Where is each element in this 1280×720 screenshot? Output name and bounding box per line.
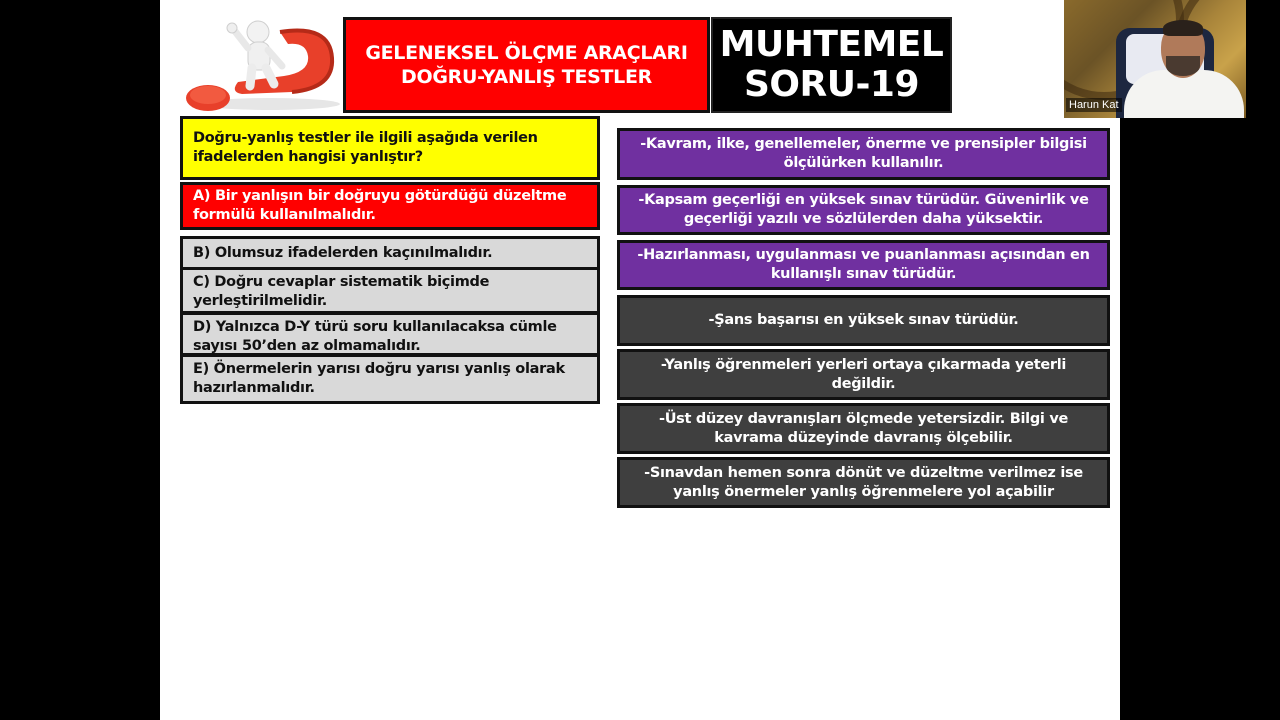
slide-title-box <box>343 17 710 113</box>
option-e-label: E) Önermelerin yarısı doğru yarısı yanlış olarak hazırlanmalıdır. <box>193 361 565 396</box>
statement-item <box>617 457 1110 508</box>
option-d-label: D) Yalnızca D-Y türü soru kullanılacaksa cümle sayısı 50’den az olmamalıdır. <box>193 319 557 354</box>
presentation-slide <box>160 0 1120 720</box>
statement-item <box>617 349 1110 400</box>
statement-item <box>617 128 1110 180</box>
participant-video-thumbnail[interactable] <box>1064 0 1246 118</box>
participant-name: Harun Kat <box>1066 98 1122 112</box>
option-d <box>180 312 600 356</box>
statement-text: -Kapsam geçerliği en yüksek sınav türüdür. Güvenirlik ve geçerliği yazılı ve sözlülerden daha yüksektir. <box>638 192 1089 227</box>
statement-text: -Kavram, ilke, genellemeler, önerme ve prensipler bilgisi ölçülürken kullanılır. <box>640 136 1087 171</box>
option-b <box>180 236 600 270</box>
option-a <box>180 182 600 230</box>
statement-text: -Üst düzey davranışları ölçmede yetersizdir. Bilgi ve kavrama düzeyinde davranış ölçebilir. <box>658 410 1069 446</box>
statement-item <box>617 240 1110 290</box>
option-b-label: B) Olumsuz ifadelerden kaçınılmalıdır. <box>193 244 493 261</box>
person-hair <box>1163 20 1203 36</box>
slide-title-line2: DOĞRU-YANLIŞ TESTLER <box>401 66 652 88</box>
person-on-question-mark-icon <box>180 18 344 114</box>
badge-line2: SORU-19 <box>743 64 920 105</box>
statement-text: -Şans başarısı en yüksek sınav türüdür. <box>708 312 1019 328</box>
statement-text: -Hazırlanması, uygulanması ve puanlanması açısından en kullanışlı sınav türüdür. <box>637 247 1090 282</box>
statement-text: -Yanlış öğrenmeleri yerleri ortaya çıkarmada yeterli değildir. <box>660 356 1067 392</box>
slide-title-line1: GELENEKSEL ÖLÇME ARAÇLARI <box>365 42 688 64</box>
option-c <box>180 270 600 314</box>
option-c-label: C) Doğru cevaplar sistematik biçimde yerleştirilmelidir. <box>193 274 490 309</box>
question-number-badge <box>711 17 952 113</box>
person-beard <box>1166 56 1200 76</box>
statement-item <box>617 403 1110 454</box>
badge-line1: MUHTEMEL <box>719 24 944 65</box>
option-a-label: A) Bir yanlışın bir doğruyu götürdüğü düzeltme formülü kullanılmalıdır. <box>193 188 567 223</box>
option-e <box>180 354 600 404</box>
statement-item <box>617 295 1110 346</box>
statement-item <box>617 185 1110 235</box>
statement-text: -Sınavdan hemen sonra dönüt ve düzeltme verilmez ise yanlış önermeler yanlış öğrenmelere yol açabilir <box>644 464 1083 500</box>
question-text-label: Doğru-yanlış testler ile ilgili aşağıda verilen ifadelerden hangisi yanlıştır? <box>193 130 538 165</box>
question-text <box>180 116 600 180</box>
